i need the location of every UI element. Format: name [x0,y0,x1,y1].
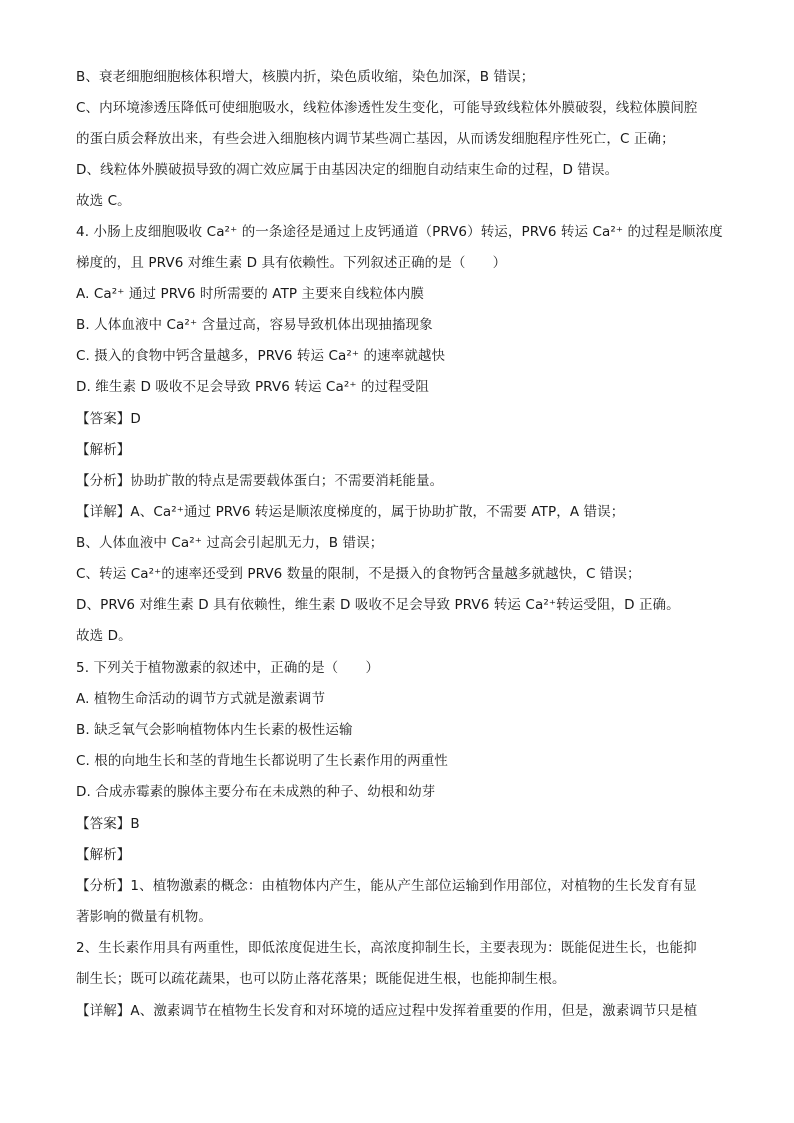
text-line: B、衰老细胞细胞核体积增大，核膜内折，染色质收缩，染色加深，B 错误； [76,69,535,85]
text-line: 故选 C。 [76,193,131,209]
analysis-line: 制生长；既可以疏花蔬果，也可以防止落花落果；既能促进生根，也能抑制生根。 [76,971,566,987]
analysis-line: 【分析】协助扩散的特点是需要载体蛋白；不需要消耗能量。 [76,473,444,489]
text-line: 的蛋白质会释放出来，有些会进入细胞核内调节某些凋亡基因，从而诱发细胞程序性死亡，C 正确； [76,131,675,147]
text-line: C、内环境渗透压降低可使细胞吸水，线粒体渗透性发生变化，可能导致线粒体外膜破裂，线粒体膜间腔 [76,100,698,116]
option-a: A. 植物生命活动的调节方式就是激素调节 [76,691,326,707]
option-c: C. 根的向地生长和茎的背地生长都说明了生长素作用的两重性 [76,753,448,769]
option-d: D. 维生素 D 吸收不足会导致 PRV6 转运 Ca²⁺ 的过程受阻 [76,379,429,395]
option-a: A. Ca²⁺ 通过 PRV6 时所需要的 ATP 主要来自线粒体内膜 [76,286,424,302]
analysis-line: 著影响的微量有机物。 [76,909,212,925]
detail-line: D、PRV6 对维生素 D 具有依赖性，维生素 D 吸收不足会导致 PRV6 转运 Ca²⁺转运受阻，D 正确。 [76,597,680,613]
option-d: D. 合成赤霉素的腺体主要分布在未成熟的种子、幼根和幼芽 [76,784,436,800]
analysis-line: 2、生长素作用具有两重性，即低浓度促进生长，高浓度抑制生长，主要表现为：既能促进生长，也能抑 [76,940,697,956]
answer-line: 【答案】D [76,411,141,427]
analysis-heading: 【解析】 [76,847,131,863]
text-line: D、线粒体外膜破损导致的凋亡效应属于由基因决定的细胞自动结束生命的过程，D 错误。 [76,162,619,178]
question-stem: 5. 下列关于植物激素的叙述中，正确的是（ ） [76,660,380,676]
detail-line: B、人体血液中 Ca²⁺ 过高会引起肌无力，B 错误； [76,535,384,551]
option-b: B. 人体血液中 Ca²⁺ 含量过高，容易导致机体出现抽搐现象 [76,317,433,333]
question-stem: 4. 小肠上皮细胞吸收 Ca²⁺ 的一条途径是通过上皮钙通道（PRV6）转运，PRV6 转运 Ca²⁺ 的过程是顺浓度 [76,224,723,240]
analysis-line: 【分析】1、植物激素的概念：由植物体内产生，能从产生部位运输到作用部位，对植物的生长发育有显 [76,878,697,894]
answer-line: 【答案】B [76,816,140,832]
question-stem: 梯度的，且 PRV6 对维生素 D 具有依赖性。下列叙述正确的是（ ） [76,255,507,271]
text-line: 故选 D。 [76,628,132,644]
detail-line: 【详解】A、激素调节在植物生长发育和对环境的适应过程中发挥着重要的作用，但是，激素调节只是植 [76,1003,698,1019]
detail-line: 【详解】A、Ca²⁺通过 PRV6 转运是顺浓度梯度的，属于协助扩散，不需要 ATP，A 错误； [76,504,625,520]
detail-line: C、转运 Ca²⁺的速率还受到 PRV6 数量的限制，不是摄入的食物钙含量越多就越快，C 错误； [76,566,641,582]
option-b: B. 缺乏氧气会影响植物体内生长素的极性运输 [76,722,353,738]
option-c: C. 摄入的食物中钙含量越多，PRV6 转运 Ca²⁺ 的速率就越快 [76,348,446,364]
analysis-heading: 【解析】 [76,442,131,458]
